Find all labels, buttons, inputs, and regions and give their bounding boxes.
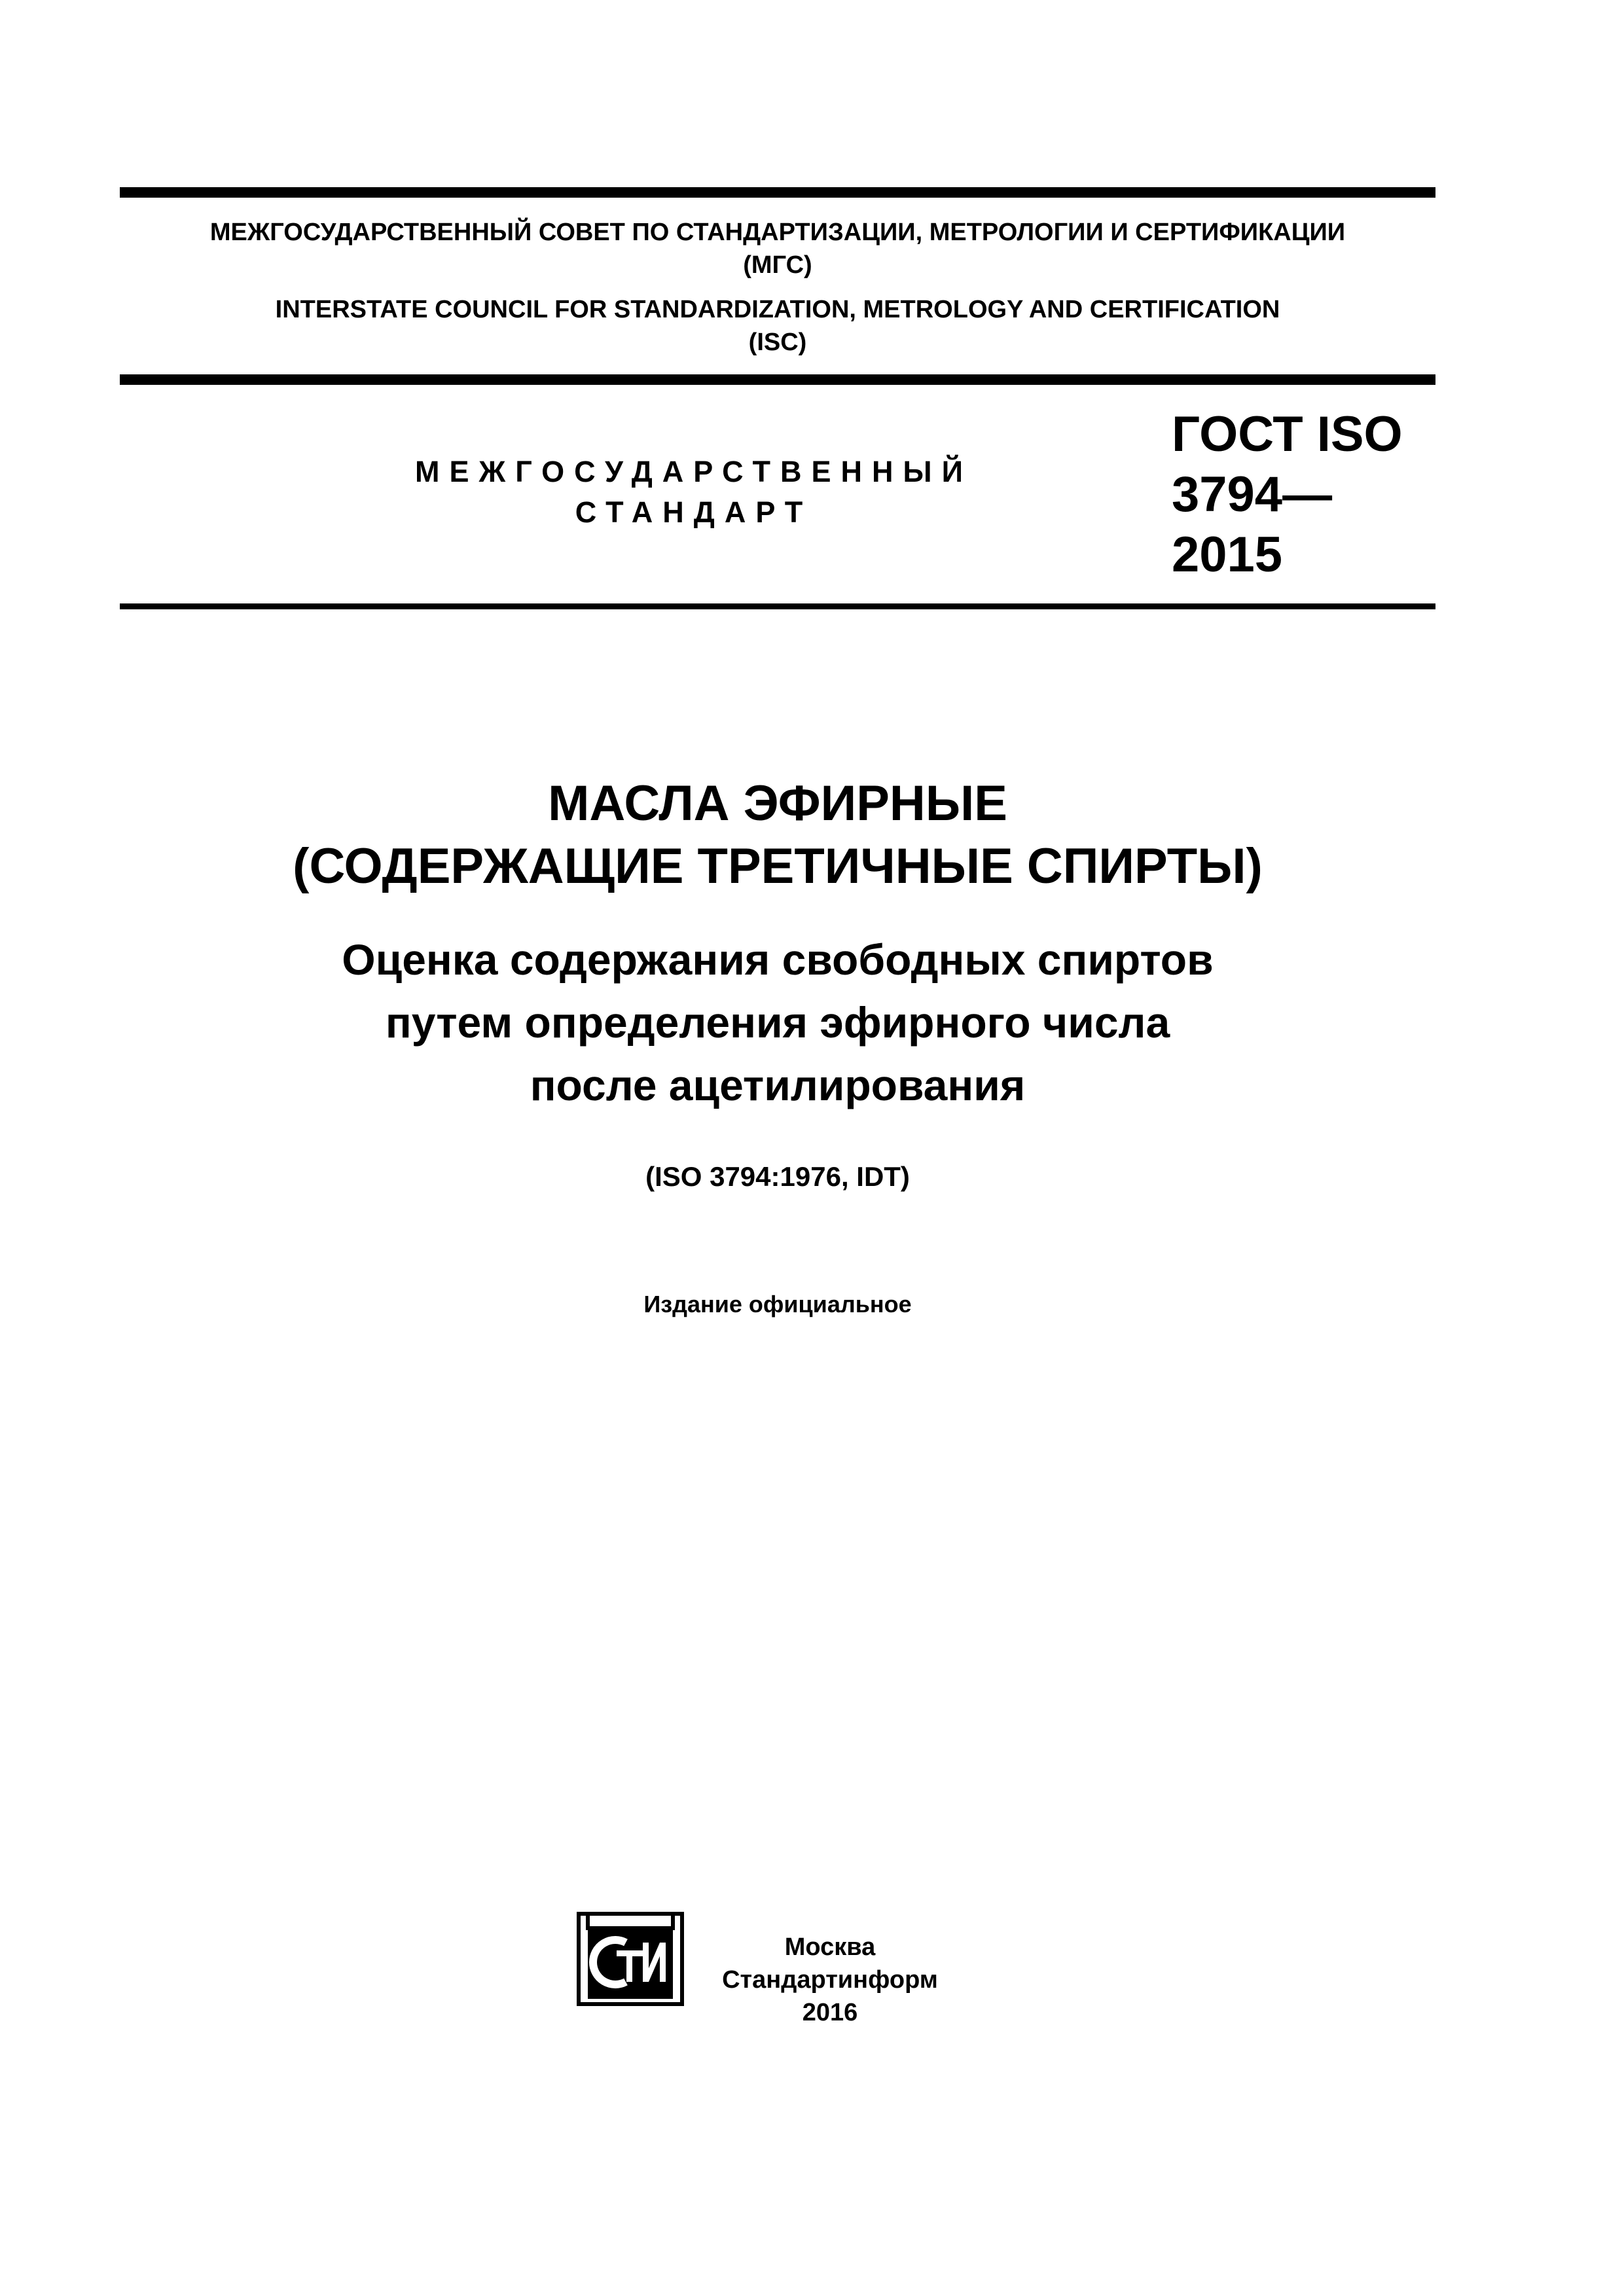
publisher-name: Стандартинформ (722, 1966, 938, 1994)
standartinform-logo-icon (575, 1910, 686, 2008)
top-rule (120, 187, 1435, 198)
standard-kind (367, 452, 1021, 533)
standard-kind-line2: СТАНДАРТ (575, 495, 813, 529)
subtitle-line2: путем определения эфирного числа (385, 998, 1170, 1047)
title-line2: (СОДЕРЖАЩИЕ ТРЕТИЧНЫЕ СПИРТЫ) (293, 838, 1263, 894)
publisher-city: Москва (784, 1933, 876, 1961)
document-title (120, 772, 1435, 898)
designation-line2: 3794— (1172, 467, 1333, 522)
subtitle-line1: Оценка содержания свободных спиртов (342, 935, 1214, 984)
council-ru (120, 216, 1435, 281)
designation-line1: ГОСТ ISO (1172, 406, 1403, 462)
council-ru-name: МЕЖГОСУДАРСТВЕННЫЙ СОВЕТ ПО СТАНДАРТИЗАЦИИ, МЕТРОЛОГИИ И СЕРТИФИКАЦИИ (209, 219, 1346, 246)
standard-designation (1172, 404, 1434, 585)
bottom-rule (120, 603, 1435, 609)
standard-kind-line1: МЕЖГОСУДАРСТВЕННЫЙ (415, 455, 973, 488)
council-en-name: INTERSTATE COUNCIL FOR STANDARDIZATION, METROLOGY AND CERTIFICATION (275, 296, 1280, 323)
council-ru-abbr: (МГС) (743, 251, 812, 279)
council-en-abbr: (ISC) (748, 329, 807, 356)
title-line1: МАСЛА ЭФИРНЫЕ (548, 776, 1007, 831)
subtitle-line3: после ацетилирования (530, 1061, 1026, 1109)
edition-label: Издание официальное (643, 1291, 912, 1318)
designation-line3: 2015 (1172, 527, 1283, 583)
middle-rule (120, 374, 1435, 385)
publisher-year: 2016 (802, 1999, 858, 2026)
iso-reference: (ISO 3794:1976, IDT) (645, 1161, 910, 1192)
document-subtitle (120, 928, 1435, 1117)
council-en (120, 293, 1435, 359)
publisher-info (706, 1931, 954, 2029)
